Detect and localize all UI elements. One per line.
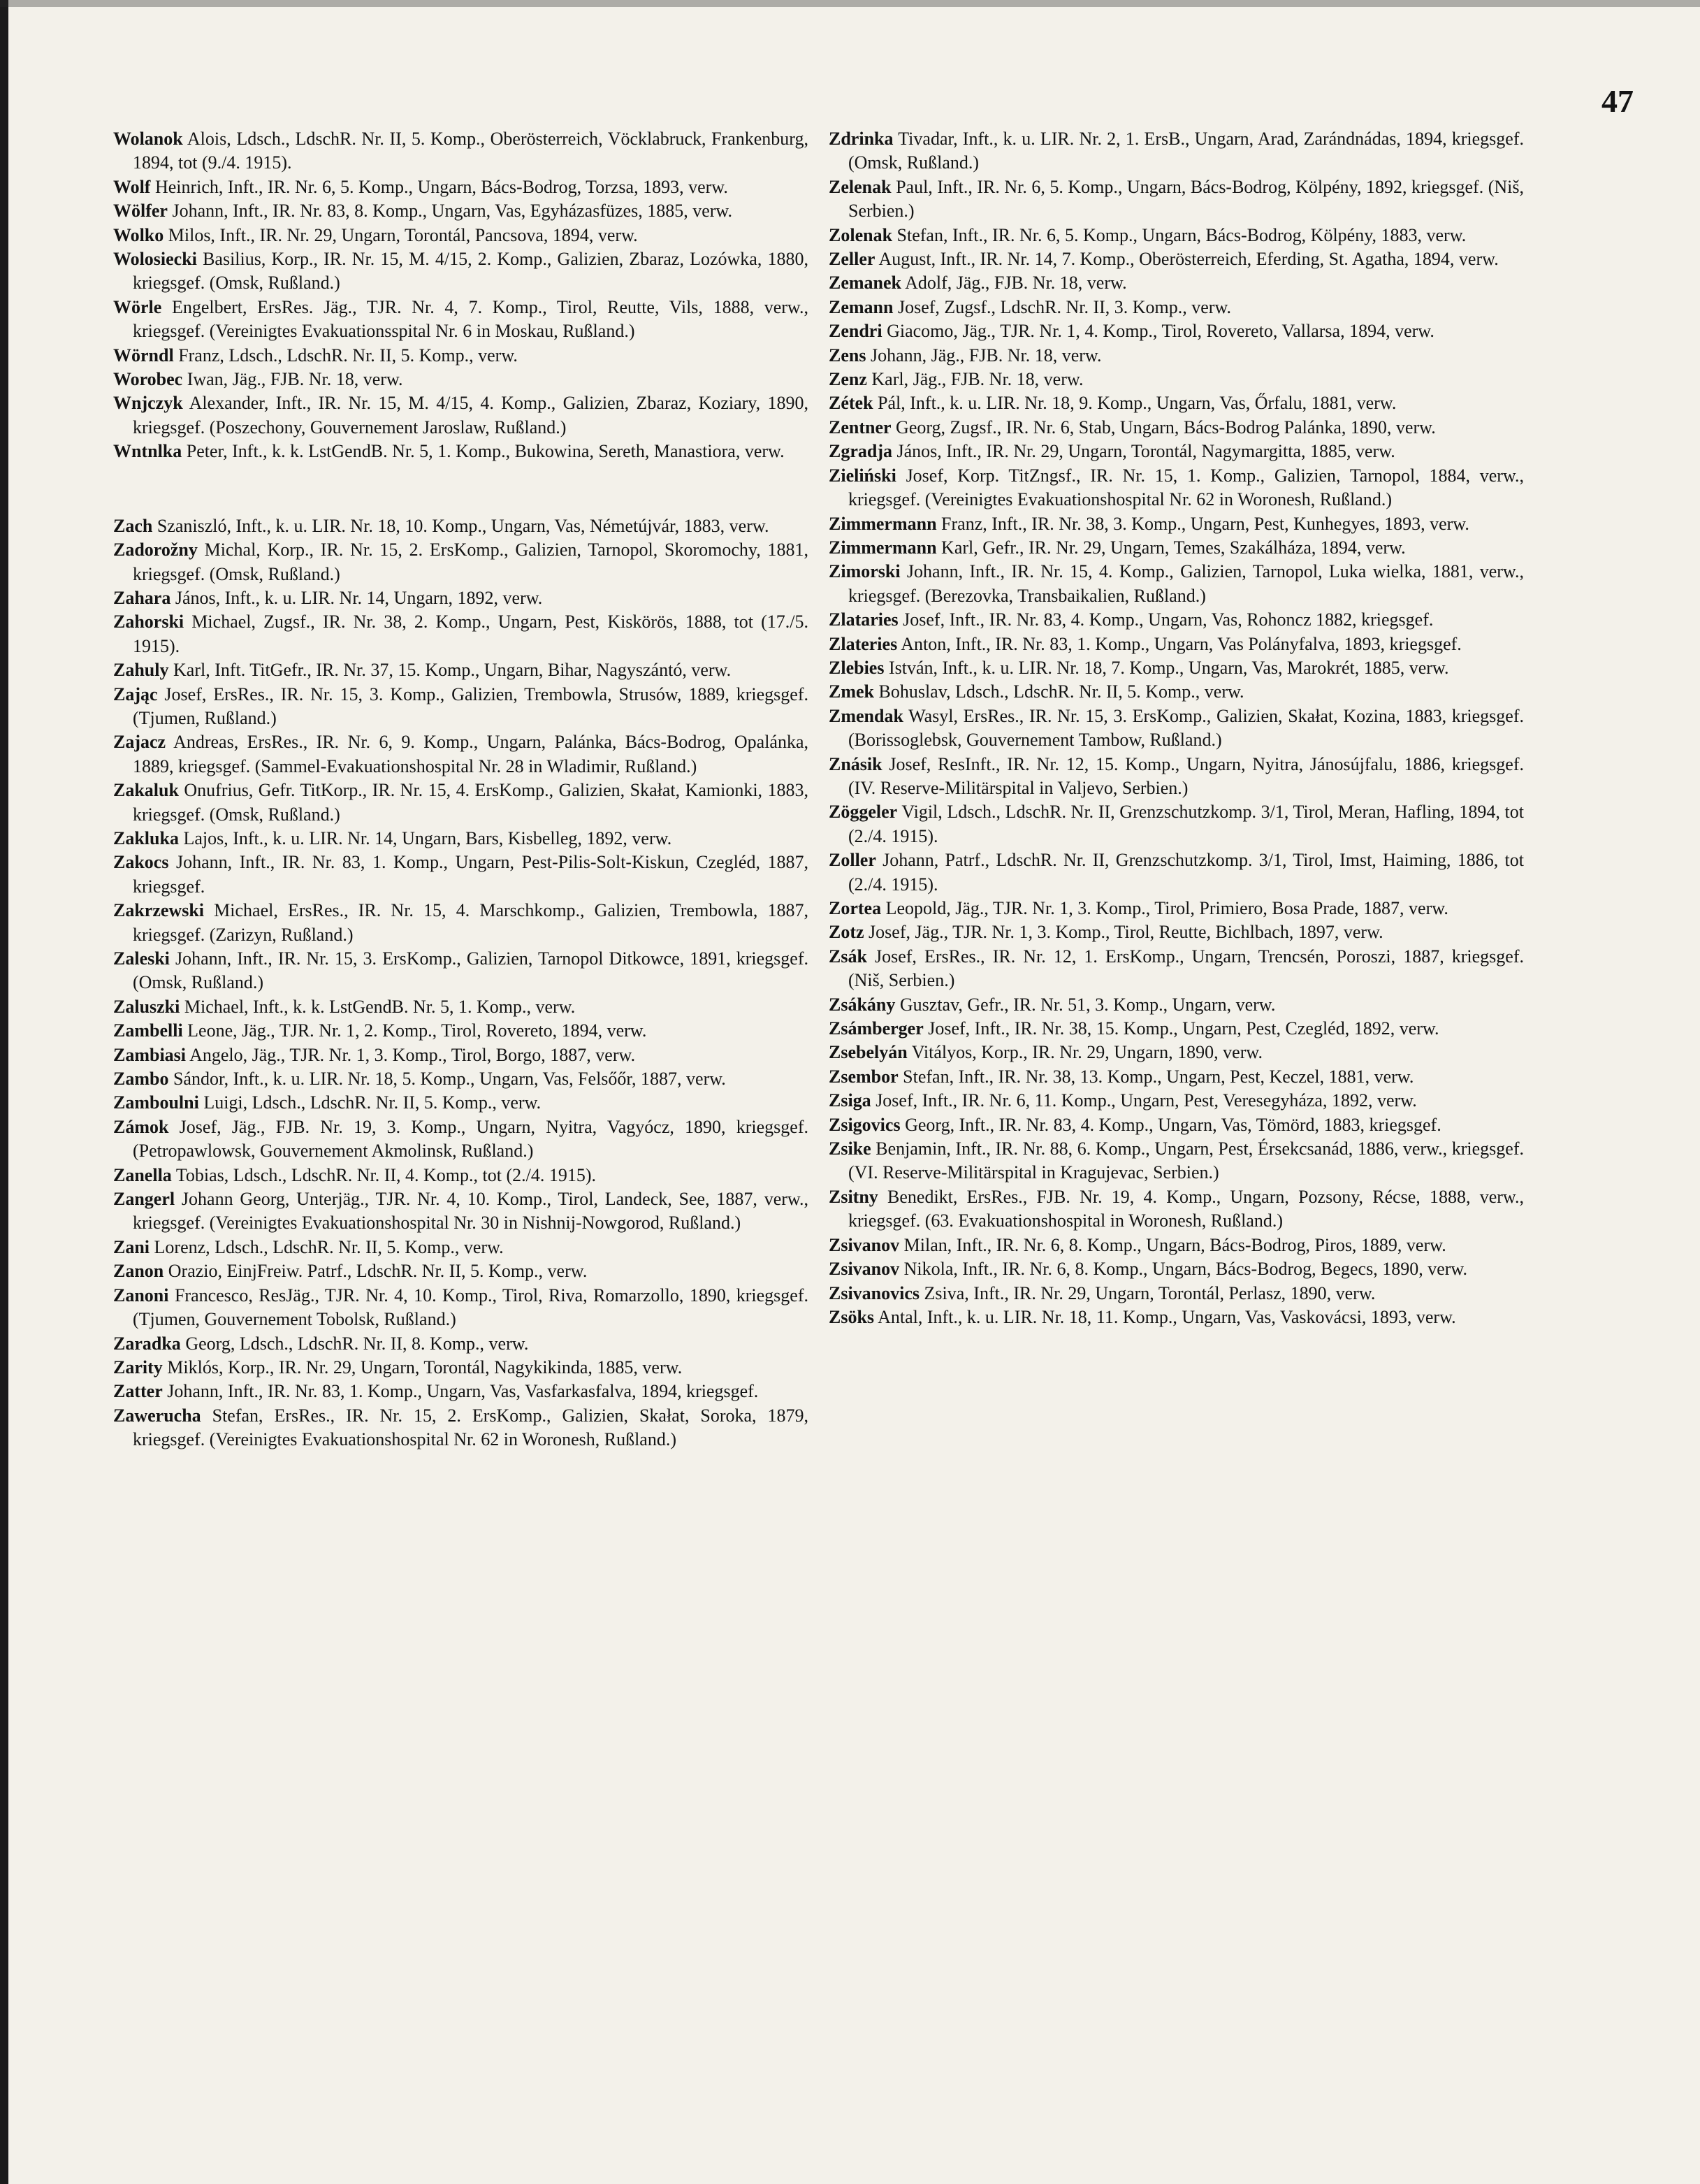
entry-details: Milan, Inft., IR. Nr. 6, 8. Komp., Ungarn, Bács-Bodrog, Piros, 1889, verw. (899, 1234, 1446, 1255)
entry-details: Josef, Inft., IR. Nr. 6, 11. Komp., Ungarn, Pest, Veresegyháza, 1892, verw. (871, 1090, 1417, 1111)
entry-details: Leopold, Jäg., TJR. Nr. 1, 3. Komp., Tirol, Primiero, Bosa Prade, 1887, verw. (881, 898, 1448, 918)
list-entry (829, 1041, 1524, 1064)
entry-surname: Zatter (113, 1381, 163, 1402)
entry-surname: Zajacz (113, 732, 166, 753)
list-entry (829, 632, 1524, 656)
entry-details: Josef, ErsRes., IR. Nr. 12, 1. ErsKomp., Ungarn, Trencsén, Poroszi, 1887, kriegsgef. (Niš, Serbien.) (848, 946, 1524, 991)
entry-details: Georg, Zugsf., IR. Nr. 6, Stab, Ungarn, Bács-Bodrog Palánka, 1890, verw. (891, 417, 1436, 437)
entry-details: Josef, Inft., IR. Nr. 83, 4. Komp., Ungarn, Vas, Rohoncz 1882, kriegsgef. (898, 609, 1434, 630)
entry-details: Franz, Inft., IR. Nr. 38, 3. Komp., Ungarn, Pest, Kunhegyes, 1893, verw. (936, 513, 1469, 534)
list-entry (113, 658, 808, 682)
entry-surname: Wolko (113, 224, 164, 245)
list-entry (829, 296, 1524, 319)
entry-details: Miklós, Korp., IR. Nr. 29, Ungarn, Torontál, Nagykikinda, 1885, verw. (162, 1357, 683, 1377)
entry-details: Johann, Jäg., FJB. Nr. 18, verw. (866, 345, 1102, 366)
list-entry (829, 993, 1524, 1017)
list-entry (829, 440, 1524, 463)
entry-details: Antal, Inft., k. u. LIR. Nr. 18, 11. Komp., Ungarn, Vas, Vaskovácsi, 1893, verw. (874, 1306, 1456, 1327)
entry-surname: Zlebies (829, 657, 885, 678)
entry-details: Basilius, Korp., IR. Nr. 15, M. 4/15, 2. Komp., Galizien, Zbaraz, Lozówka, 1880, kriegsgef. (Omsk, Rußland.) (133, 249, 808, 294)
entry-surname: Zgradja (829, 441, 892, 462)
entry-details: Stefan, Inft., IR. Nr. 38, 13. Komp., Ungarn, Pest, Keczel, 1881, verw. (898, 1066, 1414, 1087)
list-entry (829, 560, 1524, 608)
entry-details: Alois, Ldsch., LdschR. Nr. II, 5. Komp., Oberösterreich, Vöcklabruck, Frankenburg, 1894, tot (9./4. 1915). (133, 129, 808, 173)
entry-details: Vigil, Ldsch., LdschR. Nr. II, Grenzschutzkomp. 3/1, Tirol, Meran, Hafling, 1894, tot (2./4. 1915). (848, 802, 1524, 846)
list-entry (829, 247, 1524, 271)
entry-surname: Wolanok (113, 129, 183, 149)
section-z-entries (113, 514, 808, 1452)
entry-details: Josef, Inft., IR. Nr. 38, 15. Komp., Ungarn, Pest, Czegléd, 1892, verw. (923, 1018, 1439, 1039)
entry-surname: Zemann (829, 296, 894, 317)
list-entry (113, 514, 808, 538)
entry-details: Michael, Inft., k. k. LstGendB. Nr. 5, 1. Komp., verw. (180, 996, 576, 1017)
entry-details: Tivadar, Inft., k. u. LIR. Nr. 2, 1. ErsB., Ungarn, Arad, Zarándnádas, 1894, kriegsgef. (Omsk, Rußland.) (848, 129, 1524, 173)
entry-surname: Zani (113, 1236, 150, 1257)
list-entry (829, 945, 1524, 993)
list-entry (829, 1257, 1524, 1281)
entry-surname: Zakluka (113, 827, 179, 848)
entry-surname: Zarity (113, 1357, 163, 1377)
entry-surname: Zsák (829, 946, 867, 967)
entry-surname: Zlateries (829, 633, 898, 654)
list-entry (113, 538, 808, 586)
entry-surname: Znásik (829, 753, 882, 774)
entry-details: Sándor, Inft., k. u. LIR. Nr. 18, 5. Komp., Ungarn, Vas, Felsőőr, 1887, verw. (168, 1069, 726, 1090)
entry-details: Georg, Ldsch., LdschR. Nr. II, 8. Komp., verw. (180, 1333, 529, 1354)
entry-details: Alexander, Inft., IR. Nr. 15, M. 4/15, 4. Komp., Galizien, Zbaraz, Koziary, 1890, kriegsgef. (Poszechony, Gouvernement Jaroslaw, Rußland.) (133, 393, 808, 437)
entry-surname: Worobec (113, 369, 183, 390)
entry-details: János, Inft., k. u. LIR. Nr. 14, Ungarn, 1892, verw. (170, 587, 543, 608)
entry-surname: Zakrzewski (113, 900, 204, 921)
list-entry (113, 1259, 808, 1283)
entry-details: Angelo, Jäg., TJR. Nr. 1, 3. Komp., Tirol, Borgo, 1887, verw. (186, 1044, 636, 1065)
list-entry (829, 704, 1524, 753)
entry-surname: Zeller (829, 249, 876, 270)
list-entry (829, 800, 1524, 848)
entry-details: Michal, Korp., IR. Nr. 15, 2. ErsKomp., Galizien, Tarnopol, Skoromochy, 1881, kriegsgef. (Omsk, Rußland.) (133, 540, 808, 584)
entry-surname: Zlataries (829, 609, 899, 630)
list-entry (113, 391, 808, 440)
entry-details: Josef, ResInft., IR. Nr. 12, 15. Komp., Ungarn, Nyitra, Jánosújfalu, 1886, kriegsgef. (IV. Reserve-Militärspital in Valjevo, Serbien.) (848, 753, 1524, 798)
list-entry (829, 512, 1524, 536)
entry-details: Johann Georg, Unterjäg., TJR. Nr. 4, 10. Komp., Tirol, Landeck, See, 1887, verw., kriegsgef. (Vereinigtes Evakuationshospital Nr. 30 in Nishnij-Nowgorod, Rußland.) (133, 1189, 808, 1234)
list-entry (829, 897, 1524, 920)
list-entry (113, 224, 808, 247)
list-entry (829, 464, 1524, 512)
entry-surname: Zsike (829, 1138, 871, 1159)
entry-details: Karl, Inft. TitGefr., IR. Nr. 37, 15. Komp., Ungarn, Bihar, Nagyszántó, verw. (168, 660, 732, 681)
list-entry (113, 730, 808, 779)
entry-details: Anton, Inft., IR. Nr. 83, 1. Komp., Ungarn, Vas Polányfalva, 1893, kriegsgef. (897, 633, 1462, 654)
entry-details: Luigi, Ldsch., LdschR. Nr. II, 5. Komp., verw. (198, 1092, 542, 1113)
list-entry (113, 1356, 808, 1380)
list-entry (829, 680, 1524, 704)
list-entry (113, 1236, 808, 1259)
entry-details: Leone, Jäg., TJR. Nr. 1, 2. Komp., Tirol, Rovereto, 1894, verw. (182, 1020, 647, 1041)
list-entry (113, 1067, 808, 1091)
entry-surname: Zadorožny (113, 540, 198, 561)
entry-surname: Zmendak (829, 705, 903, 726)
list-entry (113, 127, 808, 175)
list-entry (829, 416, 1524, 440)
entry-details: Zsiva, Inft., IR. Nr. 29, Ungarn, Torontál, Perlasz, 1890, verw. (920, 1282, 1376, 1303)
list-entry (113, 586, 808, 610)
list-entry (113, 947, 808, 995)
entry-surname: Zdrinka (829, 129, 894, 149)
page-top-shadow (0, 0, 1700, 7)
list-entry (113, 827, 808, 851)
entry-details: János, Inft., IR. Nr. 29, Ungarn, Torontál, Nagymargitta, 1885, verw. (892, 441, 1395, 462)
entry-details: Georg, Inft., IR. Nr. 83, 4. Komp., Ungarn, Vas, Tömörd, 1883, kriegsgef. (900, 1114, 1441, 1135)
list-entry (113, 368, 808, 391)
entry-details: Vitályos, Korp., IR. Nr. 29, Ungarn, 1890, verw. (907, 1042, 1263, 1063)
entry-details: Johann, Patrf., LdschR. Nr. II, Grenzschutzkomp. 3/1, Tirol, Imst, Haiming, 1886, tot (2./4. 1915). (848, 850, 1524, 895)
list-entry (829, 1234, 1524, 1257)
entry-surname: Zanoni (113, 1285, 169, 1306)
list-entry (829, 1113, 1524, 1137)
list-entry (113, 1043, 808, 1067)
entry-details: Wasyl, ErsRes., IR. Nr. 15, 3. ErsKomp., Galizien, Skałat, Kozina, 1883, kriegsgef. (Borissoglebsk, Gouvernement Tambow, Rußland.) (848, 705, 1524, 751)
entry-surname: Zoller (829, 850, 876, 871)
entry-details: Paul, Inft., IR. Nr. 6, 5. Komp., Ungarn, Bács-Bodrog, Kölpény, 1892, kriegsgef. (Niš, Serbien.) (848, 176, 1524, 222)
entry-details: István, Inft., k. u. LIR. Nr. 18, 7. Komp., Ungarn, Vas, Marokrét, 1885, verw. (884, 657, 1449, 678)
list-entry (829, 920, 1524, 944)
entry-surname: Zawerucha (113, 1405, 201, 1426)
entry-details: Josef, Jäg., TJR. Nr. 1, 3. Komp., Tirol, Reutte, Bichlbach, 1897, verw. (864, 922, 1383, 943)
list-entry (829, 319, 1524, 343)
list-entry (113, 995, 808, 1019)
entry-details: Johann, Inft., IR. Nr. 83, 1. Komp., Ungarn, Vas, Vasfarkasfalva, 1894, kriegsgef. (162, 1381, 759, 1402)
list-entry (829, 1089, 1524, 1113)
entry-surname: Zanella (113, 1164, 172, 1185)
entry-surname: Zsivanov (829, 1259, 900, 1280)
entry-surname: Zambo (113, 1069, 169, 1090)
list-entry (113, 683, 808, 731)
list-entry (829, 271, 1524, 295)
entry-details: Bohuslav, Ldsch., LdschR. Nr. II, 5. Komp., verw. (874, 681, 1244, 702)
entry-surname: Zsákány (829, 994, 896, 1015)
entry-details: Adolf, Jäg., FJB. Nr. 18, verw. (901, 273, 1127, 294)
entry-surname: Zangerl (113, 1189, 175, 1210)
entry-details: Giacomo, Jäg., TJR. Nr. 1, 4. Komp., Tirol, Rovereto, Vallarsa, 1894, verw. (882, 321, 1434, 342)
entry-surname: Zieliński (829, 465, 896, 486)
entry-surname: Zahuly (113, 660, 169, 681)
entry-surname: Zaradka (113, 1333, 181, 1354)
list-entry (829, 608, 1524, 632)
entry-details: Josef, ErsRes., IR. Nr. 15, 3. Komp., Galizien, Trembowla, Strusów, 1889, kriegsgef. (Tjumen, Rußland.) (133, 684, 808, 728)
entry-details: August, Inft., IR. Nr. 14, 7. Komp., Oberösterreich, Eferding, St. Agatha, 1894, verw. (875, 249, 1499, 270)
entry-surname: Wolf (113, 176, 151, 197)
entry-surname: Zotz (829, 922, 864, 943)
entry-surname: Zach (113, 515, 153, 536)
entry-details: Francesco, ResJäg., TJR. Nr. 4, 10. Komp., Tirol, Riva, Romarzollo, 1890, kriegsgef. (Tjumen, Gouvernement Tobolsk, Rußland.) (133, 1285, 808, 1330)
entry-surname: Zakocs (113, 852, 169, 873)
entry-surname: Zaleski (113, 948, 170, 969)
entry-details: Josef, Zugsf., LdschR. Nr. II, 3. Komp., verw. (893, 296, 1232, 317)
list-entry (829, 848, 1524, 897)
entry-details: Benedikt, ErsRes., FJB. Nr. 19, 4. Komp., Ungarn, Pozsony, Récse, 1888, verw., kriegsgef. (63. Evakuationshospital in Woronesh, Rußland.) (848, 1186, 1524, 1231)
list-entry (113, 1019, 808, 1043)
entry-details: Engelbert, ErsRes. Jäg., TJR. Nr. 4, 7. Komp., Tirol, Reutte, Vils, 1888, verw., kriegsgef. (Vereinigtes Evakuationsspital Nr. 6 in Moskau, Rußland.) (133, 296, 808, 342)
list-entry (829, 175, 1524, 224)
list-entry (113, 851, 808, 899)
list-entry (113, 1380, 808, 1403)
section-w-entries (113, 127, 808, 464)
entry-details: Iwan, Jäg., FJB. Nr. 18, verw. (182, 369, 403, 390)
entry-surname: Zsámberger (829, 1018, 924, 1039)
entry-details: Nikola, Inft., IR. Nr. 6, 8. Komp., Ungarn, Bács-Bodrog, Begecs, 1890, verw. (899, 1259, 1467, 1280)
entry-surname: Zemanek (829, 273, 901, 294)
entry-surname: Zelenak (829, 176, 892, 197)
entry-surname: Zétek (829, 393, 873, 414)
list-entry (113, 610, 808, 658)
list-entry (113, 899, 808, 947)
left-column (113, 127, 808, 1452)
list-entry (113, 247, 808, 296)
entry-details: Stefan, ErsRes., IR. Nr. 15, 2. ErsKomp., Galizien, Skałat, Soroka, 1879, kriegsgef. (Vereinigtes Evakuationshospital Nr. 62 in Woronesh, Rußland.) (133, 1405, 808, 1450)
list-entry (829, 1282, 1524, 1306)
list-entry (113, 1115, 808, 1164)
list-entry (113, 344, 808, 368)
entry-details: Lajos, Inft., k. u. LIR. Nr. 14, Ungarn, Bars, Kisbelleg, 1892, verw. (178, 827, 672, 848)
entry-surname: Zambiasi (113, 1044, 187, 1065)
list-entry (829, 127, 1524, 175)
entry-details: Johann, Inft., IR. Nr. 15, 4. Komp., Galizien, Tarnopol, Luka wielka, 1881, verw., kriegsgef. (Berezovka, Transbaikalien, Rußland.) (848, 561, 1524, 606)
list-entry (113, 1091, 808, 1115)
entry-surname: Zanon (113, 1261, 164, 1282)
entry-surname: Zamboulni (113, 1092, 199, 1113)
entry-surname: Zöggeler (829, 802, 898, 823)
entry-details: Josef, Jäg., FJB. Nr. 19, 3. Komp., Ungarn, Nyitra, Vagyócz, 1890, kriegsgef. (Petropawlowsk, Gouvernement Akmolinsk, Rußland.) (133, 1116, 808, 1162)
entry-details: Michael, Zugsf., IR. Nr. 38, 2. Komp., Ungarn, Pest, Kiskörös, 1888, tot (17./5. 1915). (133, 612, 808, 656)
list-entry (829, 753, 1524, 801)
list-entry (113, 440, 808, 463)
entry-details: Lorenz, Ldsch., LdschR. Nr. II, 5. Komp., verw. (150, 1236, 504, 1257)
list-entry (829, 224, 1524, 247)
list-entry (113, 1187, 808, 1236)
entry-details: Josef, Korp. TitZngsf., IR. Nr. 15, 1. Komp., Galizien, Tarnopol, 1884, verw., kriegsgef. (Vereinigtes Evakuationshospital Nr. 62 in Woronesh, Rußland.) (848, 465, 1524, 510)
list-entry (829, 344, 1524, 368)
list-entry (829, 656, 1524, 680)
entry-details: Heinrich, Inft., IR. Nr. 6, 5. Komp., Ungarn, Bács-Bodrog, Torzsa, 1893, verw. (150, 176, 728, 197)
entry-surname: Zámok (113, 1116, 169, 1137)
list-entry (829, 368, 1524, 391)
list-entry (113, 1284, 808, 1332)
entry-surname: Zmek (829, 681, 874, 702)
entry-details: Gusztav, Gefr., IR. Nr. 51, 3. Komp., Ungarn, verw. (895, 994, 1276, 1015)
right-column-entries (829, 127, 1524, 1329)
entry-surname: Wörndl (113, 345, 174, 366)
entry-surname: Zolenak (829, 224, 893, 245)
entry-surname: Zsigovics (829, 1114, 901, 1135)
entry-surname: Zakaluk (113, 780, 179, 801)
list-entry (829, 1185, 1524, 1234)
entry-details: Orazio, EinjFreiw. Patrf., LdschR. Nr. II, 5. Komp., verw. (164, 1261, 588, 1282)
entry-surname: Zentner (829, 417, 892, 437)
page-number: 47 (1601, 83, 1634, 119)
entry-surname: Zsebelyán (829, 1042, 908, 1063)
entry-surname: Zsivanov (829, 1234, 900, 1255)
list-entry (829, 536, 1524, 560)
section-gap (113, 464, 808, 514)
entry-details: Andreas, ErsRes., IR. Nr. 6, 9. Komp., Ungarn, Palánka, Bács-Bodrog, Opalánka, 1889, kriegsgef. (Sammel-Evakuationshospital Nr. 28 in Wladimir, Rußland.) (133, 732, 808, 776)
list-entry (113, 175, 808, 199)
page-edge-shadow (0, 0, 8, 2184)
entry-details: Karl, Gefr., IR. Nr. 29, Ungarn, Temes, Szakálháza, 1894, verw. (936, 537, 1406, 558)
entry-details: Karl, Jäg., FJB. Nr. 18, verw. (866, 369, 1084, 390)
entry-surname: Zenz (829, 369, 867, 390)
entry-surname: Zsöks (829, 1306, 875, 1327)
entry-details: Benjamin, Inft., IR. Nr. 88, 6. Komp., Ungarn, Pest, Érsekcsanád, 1886, verw., kriegsgef. (VI. Reserve-Militärspital in Kragujevac, Serbien.) (848, 1138, 1524, 1183)
entry-details: Pál, Inft., k. u. LIR. Nr. 18, 9. Komp., Ungarn, Vas, Őrfalu, 1881, verw. (873, 393, 1397, 414)
entry-surname: Zendri (829, 321, 882, 342)
entry-surname: Zimorski (829, 561, 901, 582)
list-entry (113, 1404, 808, 1452)
entry-surname: Zsembor (829, 1066, 899, 1087)
entry-details: Peter, Inft., k. k. LstGendB. Nr. 5, 1. Komp., Bukowina, Sereth, Manastiora, verw. (182, 441, 785, 462)
entry-surname: Wntnlka (113, 441, 182, 462)
list-entry (113, 1332, 808, 1356)
entry-surname: Zaluszki (113, 996, 180, 1017)
entry-details: Johann, Inft., IR. Nr. 83, 1. Komp., Ungarn, Pest-Pilis-Solt-Kiskun, Czegléd, 1887, kriegsgef. (133, 852, 808, 897)
entry-surname: Wnjczyk (113, 393, 183, 414)
entry-details: Franz, Ldsch., LdschR. Nr. II, 5. Komp., verw. (173, 345, 518, 366)
list-entry (829, 1306, 1524, 1329)
entry-details: Tobias, Ldsch., LdschR. Nr. II, 4. Komp., tot (2./4. 1915). (171, 1164, 597, 1185)
entry-details: Michael, ErsRes., IR. Nr. 15, 4. Marschkomp., Galizien, Trembowla, 1887, kriegsgef. (Zarizyn, Rußland.) (133, 900, 808, 945)
entry-surname: Zortea (829, 898, 882, 918)
entry-surname: Zens (829, 345, 866, 366)
entry-surname: Wörle (113, 296, 162, 317)
right-column (829, 127, 1524, 1329)
entry-surname: Zahara (113, 587, 171, 608)
entry-details: Milos, Inft., IR. Nr. 29, Ungarn, Torontál, Pancsova, 1894, verw. (164, 224, 638, 245)
entry-details: Johann, Inft., IR. Nr. 15, 3. ErsKomp., Galizien, Tarnopol Ditkowce, 1891, kriegsgef. (Omsk, Rußland.) (133, 948, 808, 993)
entry-surname: Zsiga (829, 1090, 871, 1111)
list-entry (113, 199, 808, 223)
entry-surname: Wolosiecki (113, 249, 197, 270)
entry-surname: Zsivanovics (829, 1282, 920, 1303)
entry-surname: Zambelli (113, 1020, 183, 1041)
entry-surname: Zając (113, 684, 158, 704)
entry-details: Stefan, Inft., IR. Nr. 6, 5. Komp., Ungarn, Bács-Bodrog, Kölpény, 1883, verw. (892, 224, 1467, 245)
list-entry (829, 1065, 1524, 1089)
entry-surname: Wölfer (113, 201, 168, 222)
list-entry (113, 779, 808, 827)
entry-details: Onufrius, Gefr. TitKorp., IR. Nr. 15, 4. ErsKomp., Galizien, Skałat, Kamionki, 1883, kriegsgef. (Omsk, Rußland.) (133, 780, 808, 825)
list-entry (829, 1017, 1524, 1041)
entry-surname: Zimmermann (829, 537, 937, 558)
entry-surname: Zahorski (113, 612, 184, 632)
list-entry (113, 1164, 808, 1187)
list-entry (829, 1137, 1524, 1185)
entry-details: Johann, Inft., IR. Nr. 83, 8. Komp., Ungarn, Vas, Egyházasfüzes, 1885, verw. (167, 201, 732, 222)
entry-details: Szaniszló, Inft., k. u. LIR. Nr. 18, 10. Komp., Ungarn, Vas, Németújvár, 1883, verw. (152, 515, 769, 536)
entry-surname: Zimmermann (829, 513, 937, 534)
entry-surname: Zsitny (829, 1186, 878, 1207)
list-entry (829, 391, 1524, 415)
list-entry (113, 296, 808, 344)
